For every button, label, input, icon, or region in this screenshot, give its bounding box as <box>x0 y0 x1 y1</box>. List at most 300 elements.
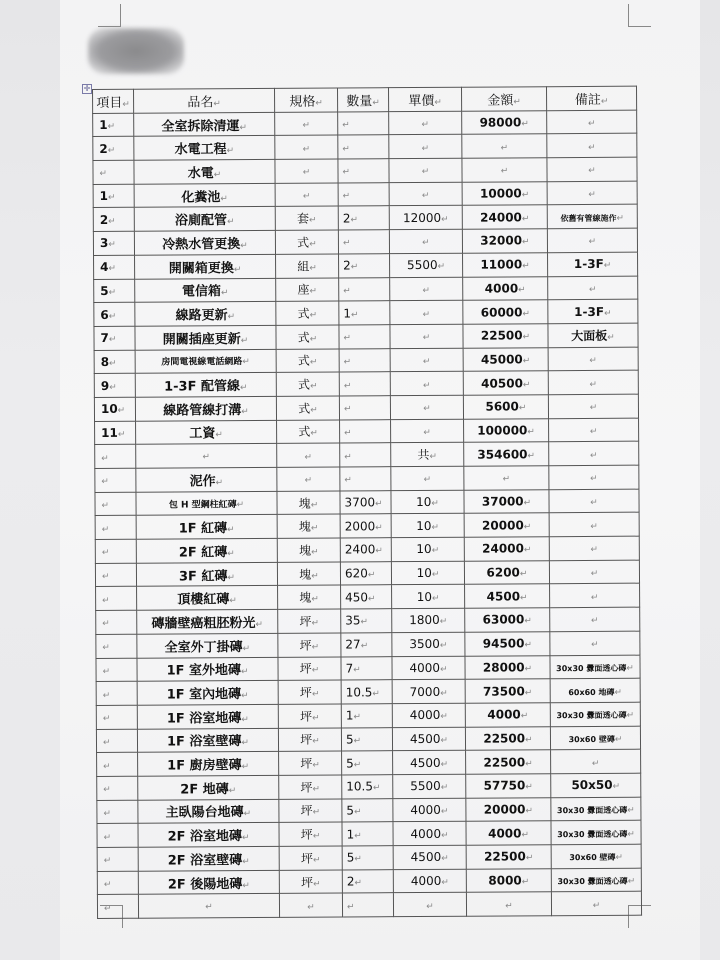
cell-note[interactable] <box>548 276 638 300</box>
table-move-handle-icon[interactable]: ✛ <box>83 84 91 93</box>
cell-qty[interactable] <box>341 632 392 656</box>
end-of-cell-mark: ↵ <box>588 237 597 248</box>
cell-price[interactable] <box>391 466 464 490</box>
cell-name[interactable] <box>134 136 275 161</box>
cell-qty[interactable] <box>342 798 393 822</box>
cell-qty[interactable] <box>338 206 389 230</box>
cell-name[interactable] <box>137 610 278 635</box>
cell-note[interactable] <box>547 228 637 252</box>
cell-note[interactable] <box>547 205 637 229</box>
cell-name[interactable] <box>135 373 276 398</box>
cell-spec[interactable] <box>278 609 341 633</box>
cell-amount[interactable] <box>465 726 550 750</box>
name-text: 線路管線打溝 <box>163 402 242 419</box>
cell-name[interactable] <box>135 396 276 421</box>
cell-qty[interactable] <box>342 822 393 846</box>
cell-no[interactable] <box>95 563 136 587</box>
cell-price[interactable] <box>393 845 466 869</box>
cell-name[interactable] <box>134 207 275 232</box>
cell-note[interactable] <box>551 844 641 868</box>
cell-qty[interactable] <box>342 846 393 870</box>
cell-amount[interactable] <box>463 276 548 300</box>
end-of-cell-mark: ↵ <box>108 287 117 298</box>
cell-name[interactable] <box>137 728 278 753</box>
cell-price[interactable] <box>393 869 466 893</box>
cell-spec[interactable] <box>277 562 340 586</box>
cell-no[interactable] <box>95 539 136 563</box>
cell-no[interactable] <box>93 231 134 255</box>
cell-note[interactable] <box>547 110 637 134</box>
cell-spec[interactable] <box>277 420 340 444</box>
header-label: 金額 <box>487 93 514 109</box>
cell-no[interactable] <box>97 824 138 848</box>
cell-amount[interactable] <box>463 371 548 395</box>
cell-name[interactable] <box>138 870 279 895</box>
cell-price[interactable] <box>391 443 464 467</box>
cell-price[interactable] <box>392 727 465 751</box>
cell-spec[interactable] <box>279 870 342 894</box>
cell-qty[interactable] <box>339 301 390 325</box>
spec-text: 塊 <box>298 519 311 534</box>
cell-no[interactable] <box>95 445 136 469</box>
cell-spec[interactable] <box>277 467 340 491</box>
table-row <box>93 205 637 232</box>
cell-name[interactable] <box>137 586 278 611</box>
cell-note[interactable] <box>550 678 640 702</box>
cell-no[interactable] <box>94 373 135 397</box>
cell-no[interactable] <box>97 871 138 895</box>
end-of-cell-mark: ↵ <box>342 191 351 202</box>
cell-amount[interactable] <box>466 892 551 916</box>
cell-amount[interactable] <box>463 324 548 348</box>
cell-price[interactable] <box>390 277 463 301</box>
name-text: 開關箱更換 <box>168 260 234 277</box>
cell-qty[interactable] <box>341 704 392 728</box>
end-of-cell-mark: ↵ <box>521 830 530 841</box>
cell-price[interactable] <box>389 182 462 206</box>
cell-amount[interactable] <box>462 205 547 229</box>
cell-amount[interactable] <box>462 181 547 205</box>
cell-price[interactable] <box>391 490 464 514</box>
cell-amount[interactable] <box>466 774 551 798</box>
cell-spec[interactable] <box>278 728 341 752</box>
price-text: 4500 <box>410 755 441 770</box>
cell-price[interactable] <box>393 750 466 774</box>
cell-price[interactable] <box>389 158 462 182</box>
cell-note[interactable] <box>548 394 638 418</box>
no-text: 3 <box>99 236 109 251</box>
cell-name[interactable] <box>135 302 276 327</box>
cell-price[interactable] <box>390 300 463 324</box>
cell-price[interactable] <box>392 608 465 632</box>
cell-spec[interactable] <box>279 893 342 917</box>
cell-amount[interactable] <box>464 537 549 561</box>
end-of-cell-mark: ↵ <box>241 714 249 725</box>
cell-qty[interactable] <box>338 135 389 159</box>
cell-amount[interactable] <box>463 253 548 277</box>
cell-price[interactable] <box>390 348 463 372</box>
cell-spec[interactable] <box>279 775 342 799</box>
spec-text: 式 <box>298 425 311 440</box>
cell-note[interactable] <box>550 607 640 631</box>
end-of-cell-mark: ↵ <box>354 854 362 865</box>
cell-name[interactable] <box>138 752 279 777</box>
cell-name[interactable] <box>138 799 279 824</box>
end-of-cell-mark: ↵ <box>239 122 248 133</box>
cell-name[interactable] <box>138 823 279 848</box>
cell-no[interactable] <box>93 184 134 208</box>
cell-spec[interactable] <box>279 822 342 846</box>
cell-price[interactable] <box>393 822 466 846</box>
cell-name[interactable] <box>136 491 277 516</box>
cell-no[interactable] <box>95 421 136 445</box>
cell-note[interactable] <box>548 323 638 347</box>
cell-amount[interactable] <box>466 845 551 869</box>
note-text: 60x60 地磚 <box>568 687 615 697</box>
cell-spec[interactable] <box>276 301 339 325</box>
cell-qty[interactable] <box>339 277 390 301</box>
end-of-cell-mark: ↵ <box>107 192 116 203</box>
cell-name[interactable] <box>134 159 275 184</box>
cell-qty[interactable] <box>338 159 389 183</box>
spec-text: 塊 <box>299 567 312 582</box>
name-text: 包 H 型鋼柱紅磚 <box>168 499 237 511</box>
cell-no[interactable] <box>96 610 137 634</box>
cell-qty[interactable] <box>340 467 391 491</box>
cell-spec[interactable] <box>275 206 338 230</box>
cell-qty[interactable] <box>338 111 389 135</box>
cell-note[interactable] <box>550 584 640 608</box>
end-of-cell-mark: ↵ <box>589 426 598 437</box>
cell-name[interactable] <box>137 681 278 706</box>
cell-note[interactable] <box>549 418 639 442</box>
cell-no[interactable] <box>96 705 137 729</box>
cell-no[interactable] <box>93 137 134 161</box>
table-row <box>93 181 637 208</box>
cell-amount[interactable] <box>465 608 550 632</box>
cell-spec[interactable] <box>278 656 341 680</box>
cell-price[interactable] <box>390 253 463 277</box>
cell-name[interactable] <box>137 657 278 682</box>
cell-spec[interactable] <box>279 846 342 870</box>
cell-amount[interactable] <box>464 466 549 490</box>
cell-qty[interactable] <box>342 893 393 917</box>
cell-note[interactable] <box>548 299 638 323</box>
end-of-cell-mark: ↵ <box>589 379 598 390</box>
name-text: 電信箱 <box>181 284 222 300</box>
cell-spec[interactable] <box>277 443 340 467</box>
cell-qty[interactable] <box>340 561 391 585</box>
cell-no[interactable] <box>97 800 138 824</box>
cell-no[interactable] <box>97 752 138 776</box>
qty-text: 35 <box>345 613 361 628</box>
cell-amount[interactable] <box>466 750 551 774</box>
header-label: 數量 <box>346 94 373 110</box>
cell-no[interactable] <box>95 492 136 516</box>
cell-price[interactable] <box>389 135 462 159</box>
cell-name[interactable] <box>138 775 279 800</box>
cell-spec[interactable] <box>275 183 338 207</box>
price-text: 5500 <box>406 258 438 273</box>
cell-no[interactable] <box>97 847 138 871</box>
cell-spec[interactable] <box>278 680 341 704</box>
end-of-cell-mark: ↵ <box>626 710 635 721</box>
amount-text: 22500 <box>480 328 523 343</box>
name-text: 全室外丁掛磚 <box>164 639 243 656</box>
cell-note[interactable] <box>549 536 639 560</box>
cell-no[interactable] <box>95 516 136 540</box>
cell-qty[interactable] <box>339 253 390 277</box>
amount-text: 73500 <box>482 683 525 699</box>
cell-amount[interactable] <box>466 821 551 845</box>
cell-price[interactable] <box>392 585 465 609</box>
cell-amount[interactable] <box>462 134 547 158</box>
end-of-cell-mark: ↵ <box>220 288 229 299</box>
cell-no[interactable] <box>96 658 137 682</box>
cell-amount[interactable] <box>462 229 547 253</box>
cell-no[interactable] <box>97 776 138 800</box>
cell-spec[interactable] <box>276 396 339 420</box>
end-of-cell-mark: ↵ <box>302 168 311 179</box>
cell-note[interactable] <box>551 797 641 821</box>
cell-qty[interactable] <box>339 325 390 349</box>
cell-name[interactable] <box>134 183 275 208</box>
cell-note[interactable] <box>549 465 639 489</box>
cell-amount[interactable] <box>462 158 547 182</box>
cell-spec[interactable] <box>275 112 338 136</box>
cell-spec[interactable] <box>276 277 339 301</box>
cell-qty[interactable] <box>342 751 393 775</box>
cell-qty[interactable] <box>339 348 390 372</box>
cell-qty[interactable] <box>340 490 391 514</box>
cell-amount[interactable] <box>463 395 548 419</box>
amount-text: 4500 <box>486 589 521 604</box>
cell-qty[interactable] <box>341 585 392 609</box>
name-text: 化糞池 <box>181 189 221 206</box>
cell-qty[interactable] <box>342 869 393 893</box>
cell-price[interactable] <box>391 419 464 443</box>
cell-spec[interactable] <box>275 159 338 183</box>
cell-price[interactable] <box>389 229 462 253</box>
cell-spec[interactable] <box>277 514 340 538</box>
cell-amount[interactable] <box>464 489 549 513</box>
cell-amount[interactable] <box>465 584 550 608</box>
end-of-cell-mark: ↵ <box>520 593 528 604</box>
cell-no[interactable] <box>97 895 138 919</box>
cell-note[interactable] <box>551 773 641 797</box>
cell-amount[interactable] <box>465 703 550 727</box>
cell-name[interactable] <box>134 231 275 256</box>
cell-spec[interactable] <box>275 230 338 254</box>
cell-name[interactable] <box>136 562 277 587</box>
cell-no[interactable] <box>93 208 134 232</box>
name-text: 全室拆除清運 <box>161 118 240 135</box>
cell-no[interactable] <box>94 279 135 303</box>
cell-qty[interactable] <box>339 396 390 420</box>
cell-no[interactable] <box>96 729 137 753</box>
cell-name[interactable] <box>136 515 277 540</box>
cell-note[interactable] <box>550 631 640 655</box>
cell-name[interactable] <box>138 894 279 919</box>
cell-price[interactable] <box>391 561 464 585</box>
end-of-cell-mark: ↵ <box>344 475 352 486</box>
cell-qty[interactable] <box>340 514 391 538</box>
cell-spec[interactable] <box>275 135 338 159</box>
cell-spec[interactable] <box>276 349 339 373</box>
cell-amount[interactable] <box>463 300 548 324</box>
cell-name[interactable] <box>135 349 276 374</box>
end-of-cell-mark: ↵ <box>103 856 112 867</box>
spec-text: 坪 <box>300 709 313 724</box>
cell-spec[interactable] <box>279 751 342 775</box>
cell-note[interactable] <box>548 370 638 394</box>
cell-name[interactable] <box>136 420 277 445</box>
cell-spec[interactable] <box>278 585 341 609</box>
amount-text: 98000 <box>479 115 522 130</box>
cell-note[interactable] <box>551 892 641 916</box>
cell-no[interactable] <box>94 350 135 374</box>
cell-qty[interactable] <box>340 419 391 443</box>
cell-amount[interactable] <box>464 560 549 584</box>
cell-qty[interactable] <box>338 230 389 254</box>
cell-note[interactable] <box>548 347 638 371</box>
cell-spec[interactable] <box>278 704 341 728</box>
cell-note[interactable] <box>550 702 640 726</box>
end-of-cell-mark: ↵ <box>591 758 600 769</box>
cell-price[interactable] <box>390 371 463 395</box>
cell-price[interactable] <box>391 537 464 561</box>
cell-note[interactable] <box>551 749 641 773</box>
cell-note[interactable] <box>551 820 641 844</box>
cell-qty[interactable] <box>341 680 392 704</box>
cell-amount[interactable] <box>466 868 551 892</box>
table-body <box>93 110 642 919</box>
end-of-cell-mark: ↵ <box>616 213 625 224</box>
no-text: 5 <box>100 283 109 298</box>
cell-no[interactable] <box>96 634 137 658</box>
cell-name[interactable] <box>135 278 276 303</box>
cell-name[interactable] <box>138 846 279 871</box>
cell-note[interactable] <box>547 134 637 158</box>
cell-note[interactable] <box>549 441 639 465</box>
spec-text: 式 <box>297 377 311 392</box>
cell-price[interactable] <box>389 206 462 230</box>
cell-no[interactable] <box>96 587 137 611</box>
cell-note[interactable] <box>549 560 639 584</box>
end-of-cell-mark: ↵ <box>423 475 432 486</box>
qty-text: 10.5 <box>345 684 373 699</box>
amount-text: 100000 <box>477 423 528 438</box>
end-of-cell-mark: ↵ <box>241 691 249 702</box>
spec-text: 套 <box>296 211 310 227</box>
cell-name[interactable] <box>136 538 277 563</box>
cell-price[interactable] <box>390 324 463 348</box>
cell-name[interactable] <box>137 704 278 729</box>
end-of-cell-mark: ↵ <box>423 380 431 391</box>
cell-spec[interactable] <box>276 325 339 349</box>
cell-name[interactable] <box>136 467 277 492</box>
cell-price[interactable] <box>392 703 465 727</box>
end-of-cell-mark: ↵ <box>588 190 596 201</box>
cell-note[interactable] <box>547 157 637 181</box>
cell-note[interactable] <box>548 252 638 276</box>
cell-name[interactable] <box>134 112 275 137</box>
cell-note[interactable] <box>549 513 639 537</box>
cell-amount[interactable] <box>464 513 549 537</box>
cell-amount[interactable] <box>465 632 550 656</box>
cell-spec[interactable] <box>276 254 339 278</box>
cell-spec[interactable] <box>277 491 340 515</box>
cell-no[interactable] <box>94 397 135 421</box>
cell-qty[interactable] <box>341 727 392 751</box>
cell-price[interactable] <box>393 774 466 798</box>
cell-note[interactable] <box>550 726 640 750</box>
end-of-cell-mark: ↵ <box>311 547 319 558</box>
cell-price[interactable] <box>393 893 466 917</box>
cell-no[interactable] <box>96 681 137 705</box>
cell-qty[interactable] <box>340 538 391 562</box>
cell-spec[interactable] <box>278 633 341 657</box>
price-text: 10 <box>416 494 432 510</box>
cell-no[interactable] <box>95 468 136 492</box>
cell-amount[interactable] <box>465 655 550 679</box>
cell-price[interactable] <box>392 656 465 680</box>
cell-amount[interactable] <box>462 110 547 134</box>
end-of-cell-mark: ↵ <box>103 808 112 819</box>
cell-price[interactable] <box>389 111 462 135</box>
cell-amount[interactable] <box>463 347 548 371</box>
cell-qty[interactable] <box>339 372 390 396</box>
price-text: 共 <box>417 448 430 463</box>
end-of-cell-mark: ↵ <box>309 334 318 345</box>
cell-price[interactable] <box>393 798 466 822</box>
cell-spec[interactable] <box>279 799 342 823</box>
cell-price[interactable] <box>391 514 464 538</box>
cell-spec[interactable] <box>276 372 339 396</box>
cell-qty[interactable] <box>340 443 391 467</box>
amount-text: 8000 <box>488 873 522 888</box>
cell-name[interactable] <box>136 444 277 469</box>
cell-no[interactable] <box>93 113 134 137</box>
cell-price[interactable] <box>392 632 465 656</box>
cell-qty[interactable] <box>342 775 393 799</box>
cell-price[interactable] <box>390 395 463 419</box>
cell-name[interactable] <box>137 633 278 658</box>
cell-qty[interactable] <box>338 182 389 206</box>
cell-no[interactable] <box>94 255 135 279</box>
cell-spec[interactable] <box>277 538 340 562</box>
cell-amount[interactable] <box>464 418 549 442</box>
name-text: 主臥陽台地磚 <box>165 805 244 822</box>
cell-note[interactable] <box>550 655 640 679</box>
cell-qty[interactable] <box>341 609 392 633</box>
cell-amount[interactable] <box>466 797 551 821</box>
cell-name[interactable] <box>135 254 276 279</box>
cell-note[interactable] <box>549 489 639 513</box>
spec-text: 式 <box>297 330 310 345</box>
cell-price[interactable] <box>392 679 465 703</box>
cell-no[interactable] <box>94 302 135 326</box>
cell-no[interactable] <box>93 160 134 184</box>
cell-note[interactable] <box>551 868 641 892</box>
cell-no[interactable] <box>94 326 135 350</box>
end-of-cell-mark: ↵ <box>627 805 635 816</box>
cell-amount[interactable] <box>465 679 550 703</box>
cell-name[interactable] <box>135 325 276 350</box>
cell-amount[interactable] <box>464 442 549 466</box>
cell-note[interactable] <box>547 181 637 205</box>
cell-qty[interactable] <box>341 656 392 680</box>
